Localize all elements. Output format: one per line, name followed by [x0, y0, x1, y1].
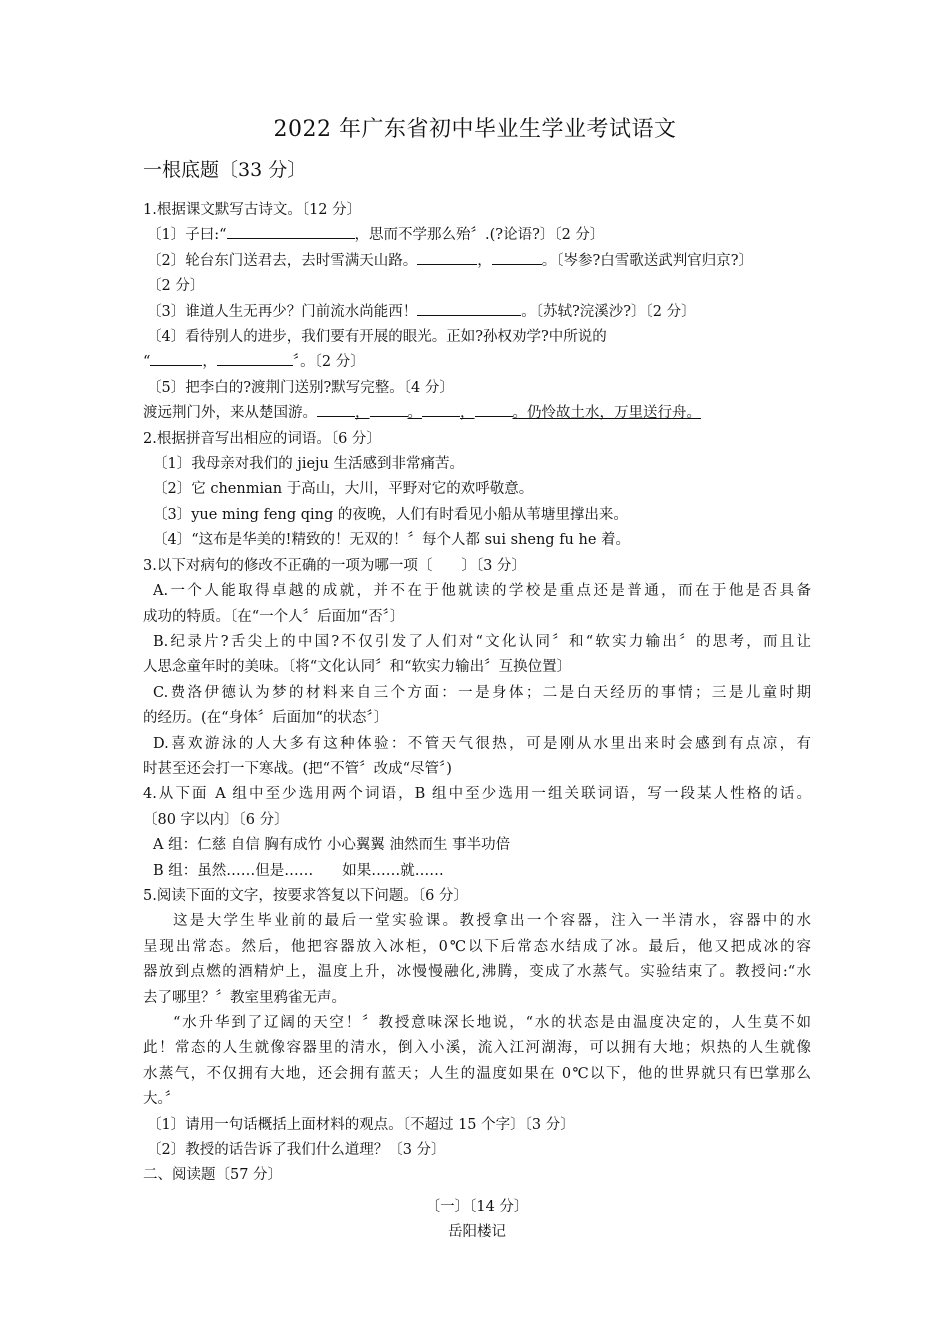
q4-group-b: B 组：虽然……但是…… 如果……就……	[153, 862, 444, 879]
q1-item-4: 〔4〕看待别人的进步，我们要有开展的眼光。正如?孙权劝学?中所说的	[147, 329, 607, 346]
q5-para-1-line: 这是大学生毕业前的最后一堂实验课。教授拿出一个容器，注入一半清水，容器中的水	[173, 913, 811, 930]
section-2-heading: 二、阅读题〔57 分〕	[143, 1167, 283, 1184]
q5-para-1-line: 器放到点燃的酒精炉上，温度上升，冰慢慢融化,沸腾，变成了水蒸气。实验结束了。教授问:“水	[143, 964, 811, 981]
q1-item-2: 〔2〕轮台东门送君去，去时雪满天山路。 ， 。〔岑参?白雪歌送武判官归京?〕	[143, 249, 811, 274]
q5-para-2-line: 水蒸气，不仅拥有大地，还会拥有蓝天；人生的温度如果在 0℃以下，他的世界就只有巴掌那么	[143, 1065, 811, 1082]
q2-item-3: 〔3〕yue ming feng qing 的夜晚，人们有时看见小船从苇塘里撑出来。	[153, 506, 628, 523]
q3-option-b-cont: 人思念童年时的美味。〔将“文化认同〞和“软实力输出〞互换位置〕	[143, 659, 572, 676]
q5-sub-1: 〔1〕请用一句话概括上面材料的观点。〔不超过 15 个字〕〔3 分〕	[147, 1116, 575, 1133]
q5-para-2-line: 此！常态的人生就像容器里的清水，倒入小溪，流入江河湖海，可以拥有大地；炽热的人生就像	[143, 1040, 811, 1057]
answer-blank[interactable]	[417, 300, 521, 316]
q3-heading: 3.以下对病句的修改不正确的一项为哪一项〔 〕〔3 分〕	[143, 557, 526, 574]
q3-option-d: D.喜欢游泳的人大多有这种体验：不管天气很热，可是刚从水里出来时会感到有点凉，有	[153, 735, 811, 752]
q2-heading: 2.根据拼音写出相应的词语。〔6 分〕	[143, 430, 381, 447]
q3-option-b: B.纪录片?舌尖上的中国?不仅引发了人们对“文化认同〞和“软实力输出〞的思考，而且让	[153, 633, 811, 650]
q3-option-c-cont: 的经历。(在“身体〞后面加“的状态〞〕	[143, 710, 389, 727]
part-1-heading: 〔一〕〔14 分〕	[425, 1198, 529, 1215]
q4-heading-cont: 〔80 字以内〕〔6 分〕	[143, 811, 289, 828]
q3-option-a: A.一个人能取得卓越的成就，并不在于他就读的学校是重点还是普通，而在于他是否具备	[153, 583, 811, 600]
q5-para-1-line: 去了哪里？〞教室里鸦雀无声。	[143, 989, 346, 1006]
answer-blank[interactable]	[492, 249, 542, 265]
q1-item-3: 〔3〕谁道人生无再少？门前流水尚能西！ 。〔苏轼?浣溪沙?〕〔2 分〕	[143, 300, 811, 325]
q1-item-1: 〔1〕子曰:“ ，思而不学那么殆〞.(?论语?〕〔2 分〕	[143, 223, 811, 248]
q2-item-1: 〔1〕我母亲对我们的 jieju 生活感到非常痛苦。	[153, 456, 464, 473]
q3-option-c: C.费洛伊德认为梦的材料来自三个方面：一是身体；二是白天经历的事情；三是儿童时期	[153, 684, 811, 701]
answer-blank[interactable]	[422, 401, 460, 417]
q5-para-2-line: “水升华到了辽阔的天空！〞教授意味深长地说，“水的状态是由温度决定的，人生莫不如	[173, 1015, 811, 1031]
answer-blank[interactable]	[317, 401, 355, 417]
q2-item-2: 〔2〕它 chenmian 于高山，大川，平野对它的欢呼敬意。	[153, 481, 534, 498]
exam-title: 2022 年广东省初中毕业生学业考试语文	[273, 117, 677, 142]
q3-option-a-cont: 成功的特质。〔在“一个人〞后面加“否〞〕	[143, 608, 405, 625]
exam-body	[143, 198, 811, 1246]
section-1-heading: 一根底题〔33 分〕	[143, 159, 307, 181]
q1-item-5: 〔5〕把李白的?渡荆门送别?默写完整。〔4 分〕	[147, 379, 454, 396]
q1-heading: 1.根据课文默写古诗文。〔12 分〕	[143, 202, 362, 218]
answer-blank[interactable]	[417, 249, 477, 265]
q5-para-1-line: 呈现出常态。然后，他把容器放入冰柜，0℃以下后常态水结成了冰。最后，他又把成冰的容	[143, 938, 811, 955]
answer-blank[interactable]	[227, 223, 355, 239]
answer-blank[interactable]	[217, 350, 293, 366]
passage-title: 岳阳楼记	[448, 1224, 506, 1241]
answer-blank[interactable]	[475, 401, 513, 417]
q5-sub-2: 〔2〕教授的话告诉了我们什么道理？〔3 分〕	[147, 1142, 446, 1159]
q4-group-a: A 组：仁慈 自信 胸有成竹 小心翼翼 油然而生 事半功倍	[153, 837, 511, 854]
answer-blank[interactable]	[370, 401, 408, 417]
q1-item-4-blanks: “ ， 〞。〔2 分〕	[143, 350, 811, 375]
q1-item-2-score: 〔2 分〕	[147, 278, 205, 295]
answer-blank[interactable]	[150, 350, 202, 366]
q4-heading: 4.从下面 A 组中至少选用两个词语，B 组中至少选用一组关联词语，写一段某人性格的话。	[143, 786, 811, 803]
q2-item-4: 〔4〕“这布是华美的!精致的！无双的！〞每个人都 sui sheng fu he 着。	[153, 532, 631, 549]
q3-option-d-cont: 时甚至还会打一下寒战。(把“不管〞改成“尽管〞)	[143, 760, 452, 777]
q5-para-2-line: 大。〞	[143, 1091, 180, 1108]
q1-item-5-poem: 渡远荆门外，来从楚国游。 ， 。 ， 。仍怜故土水，万里送行舟。	[143, 401, 811, 426]
q5-heading: 5.阅读下面的文字，按要求答复以下问题。〔6 分〕	[143, 887, 468, 904]
